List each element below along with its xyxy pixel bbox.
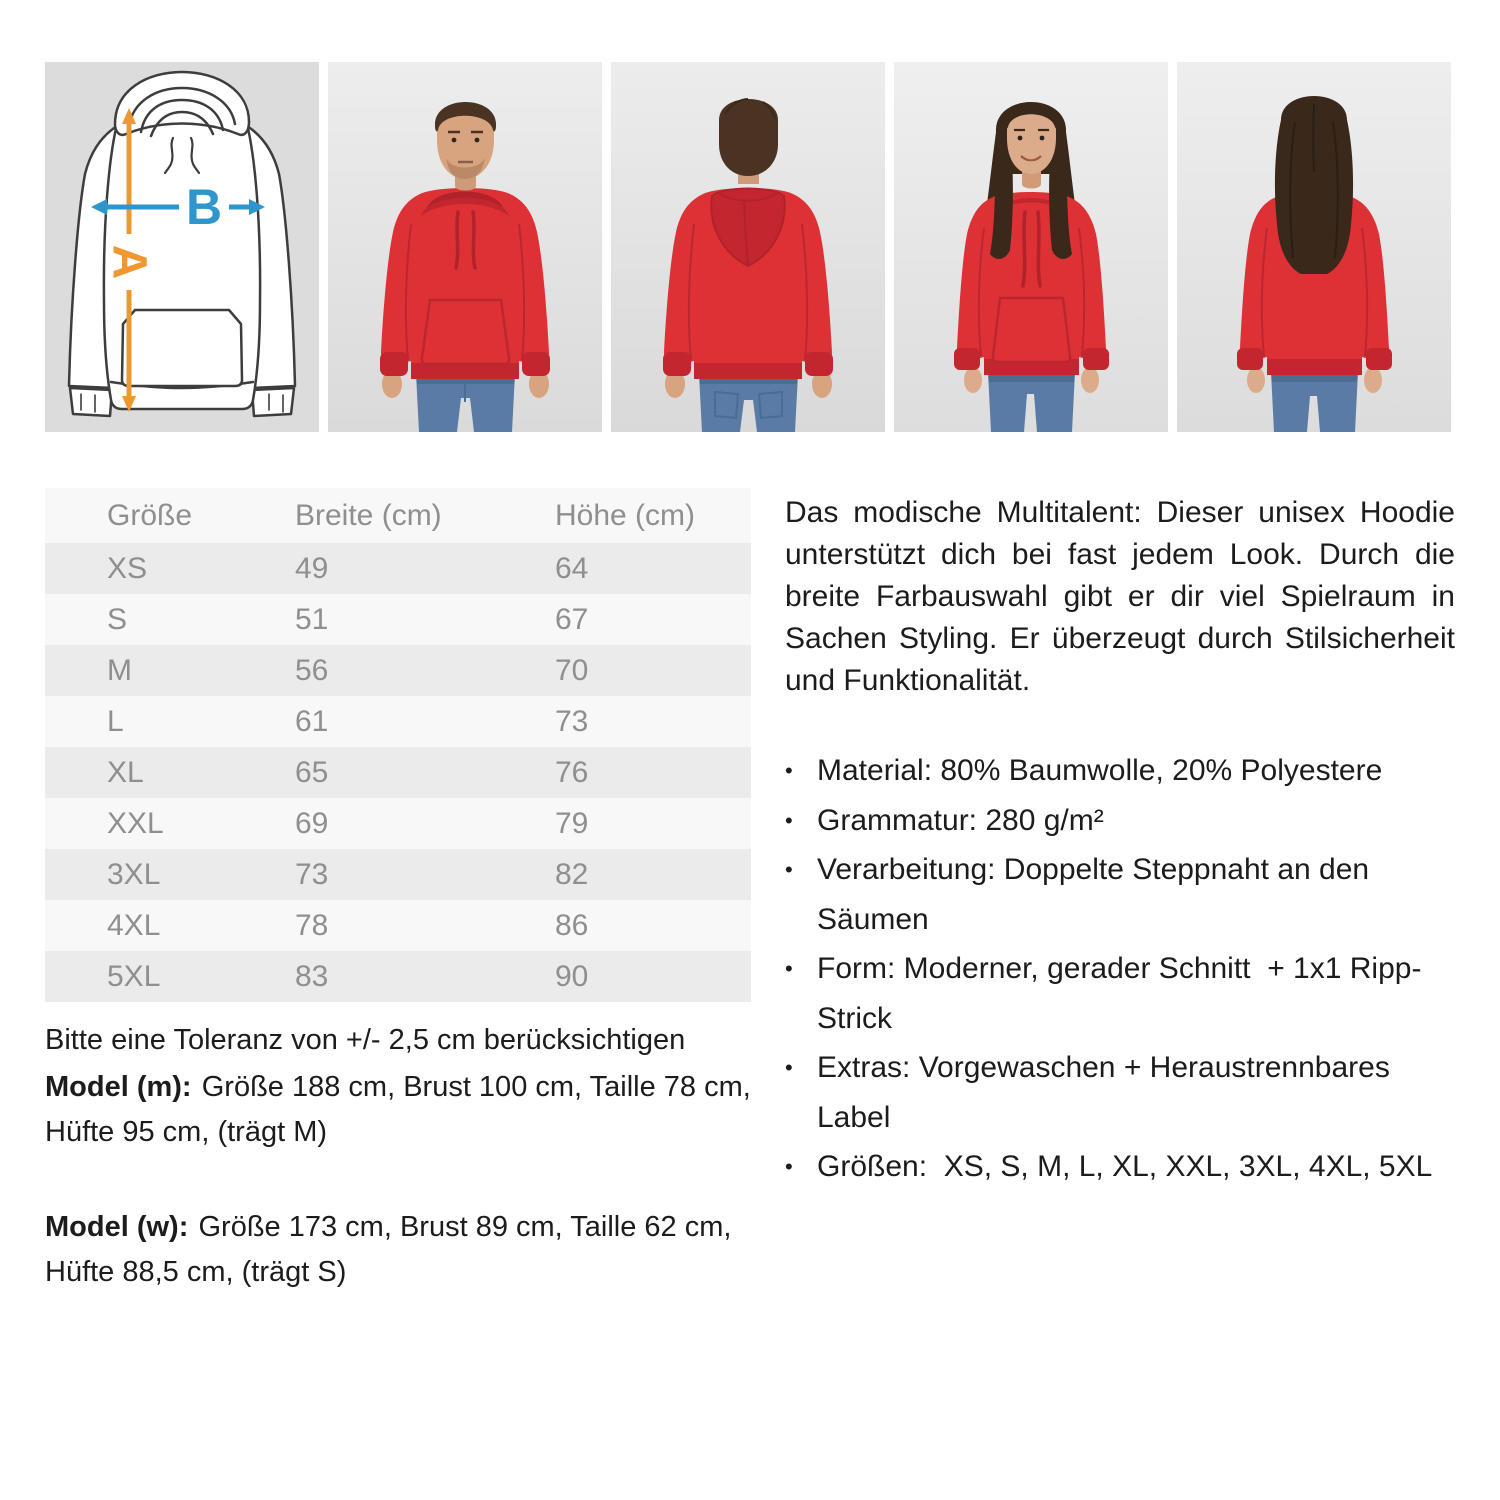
model-w-text: Größe 173 cm, Brust 89 cm, Taille 62 cm, Hüfte 88,5 cm, (trägt S) <box>45 1210 732 1288</box>
gallery-image-female-front[interactable] <box>894 62 1168 432</box>
table-row <box>45 645 751 696</box>
width-cell: 56 <box>295 653 329 687</box>
height-cell: 79 <box>555 806 589 840</box>
model-m-text: Größe 188 cm, Brust 100 cm, Taille 78 cm, Hüfte 95 cm, (trägt M) <box>45 1070 751 1148</box>
feature-item <box>785 1043 1455 1142</box>
size-cell: M <box>107 653 132 687</box>
size-cell: 4XL <box>107 908 161 942</box>
height-cell: 67 <box>555 602 589 636</box>
female-front-photo <box>894 62 1168 432</box>
width-cell: 51 <box>295 602 329 636</box>
bullet-icon: • <box>785 807 793 833</box>
model-m-label: Model (m): <box>45 1070 192 1103</box>
tolerance-note: Bitte eine Toleranz von +/- 2,5 cm berücksichtigen <box>45 1024 686 1056</box>
width-cell: 83 <box>295 959 329 993</box>
height-cell: 64 <box>555 551 589 585</box>
width-cell: 49 <box>295 551 329 585</box>
feature-item <box>785 796 1455 846</box>
table-row <box>45 798 751 849</box>
feature-text: Grammatur: 280 g/m² <box>817 803 1104 837</box>
column-header-groesse: Größe <box>107 498 193 532</box>
feature-text: Verarbeitung: Doppelte Steppnaht an den Säumen <box>817 853 1378 936</box>
size-cell: XL <box>107 755 144 789</box>
gallery-image-size-diagram[interactable] <box>45 62 319 432</box>
measure-label-a: A <box>102 244 156 280</box>
gallery-image-male-back[interactable] <box>611 62 885 432</box>
height-cell: 70 <box>555 653 589 687</box>
male-front-photo <box>328 62 602 432</box>
table-row <box>45 951 751 1002</box>
size-cell: S <box>107 602 128 636</box>
feature-item <box>785 845 1455 944</box>
bullet-icon: • <box>785 1055 793 1080</box>
feature-list <box>785 746 1455 1192</box>
width-cell: 73 <box>295 857 329 891</box>
feature-item <box>785 1142 1455 1192</box>
feature-text: Extras: Vorgewaschen + Heraustrennbares Label <box>817 1051 1399 1134</box>
height-cell: 90 <box>555 959 589 993</box>
bullet-icon: • <box>785 857 793 882</box>
gallery-image-female-back[interactable] <box>1177 62 1451 432</box>
product-info <box>45 488 1455 1295</box>
size-table <box>45 488 751 1002</box>
product-description: Das modische Multitalent: Dieser unisex Hoodie unterstützt dich bei fast jedem Look. Durch die breite Farbauswahl gibt er dir viel Spielraum in Sachen Styling. Er überzeugt durch Stilsicherheit und Funktionalität. <box>785 496 1455 697</box>
size-cell: XS <box>107 551 148 585</box>
height-cell: 76 <box>555 755 589 789</box>
height-cell: 82 <box>555 857 589 891</box>
model-w-label: Model (w): <box>45 1210 189 1243</box>
size-cell: XXL <box>107 806 164 840</box>
table-row <box>45 849 751 900</box>
table-row <box>45 900 751 951</box>
bullet-icon: • <box>785 956 793 981</box>
width-cell: 78 <box>295 908 329 942</box>
feature-text: Form: Moderner, gerader Schnitt + 1x1 Ripp-Strick <box>817 952 1422 1035</box>
feature-text: Material: 80% Baumwolle, 20% Polyestere <box>817 754 1383 787</box>
table-row <box>45 747 751 798</box>
height-cell: 86 <box>555 908 589 942</box>
measure-label-b: B <box>185 179 223 235</box>
feature-item <box>785 944 1455 1043</box>
size-cell: 5XL <box>107 959 161 993</box>
height-cell: 73 <box>555 704 589 738</box>
size-diagram-illustration <box>45 62 319 432</box>
table-header-row <box>45 488 751 543</box>
size-chart-section <box>45 488 751 1295</box>
table-row <box>45 594 751 645</box>
column-header-hoehe: Höhe (cm) <box>555 498 696 532</box>
table-row <box>45 543 751 594</box>
bullet-icon: • <box>785 1154 793 1179</box>
female-back-photo <box>1177 62 1451 432</box>
male-back-photo <box>611 62 885 432</box>
description-section <box>785 488 1455 1192</box>
size-cell: L <box>107 704 124 738</box>
table-row <box>45 696 751 747</box>
feature-text: Größen: XS, S, M, L, XL, XXL, 3XL, 4XL, 5XL <box>817 1150 1433 1183</box>
size-cell: 3XL <box>107 857 161 891</box>
width-cell: 61 <box>295 704 329 738</box>
product-gallery <box>45 62 1455 432</box>
width-cell: 69 <box>295 806 329 840</box>
model-m-note <box>45 1065 751 1155</box>
column-header-breite: Breite (cm) <box>295 498 442 532</box>
model-w-note <box>45 1205 751 1295</box>
feature-item <box>785 746 1455 796</box>
width-cell: 65 <box>295 755 329 789</box>
bullet-icon: • <box>785 758 793 783</box>
gallery-image-male-front[interactable] <box>328 62 602 432</box>
